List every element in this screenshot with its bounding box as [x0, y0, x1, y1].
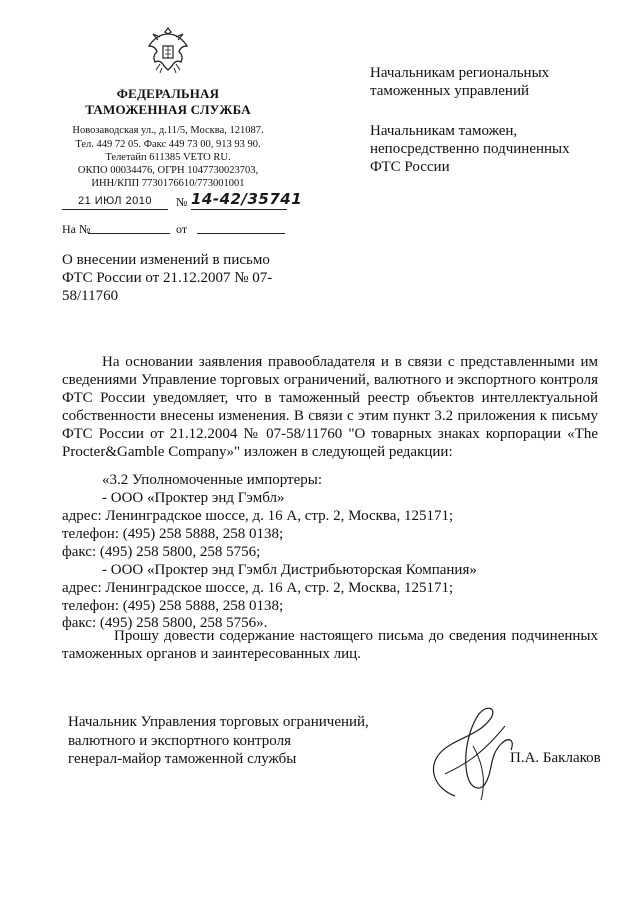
- reference-number-label: На №: [62, 222, 91, 236]
- importer-name: - ООО «Проктер энд Гэмбл Дистрибьюторская Компания»: [102, 562, 477, 578]
- coat-of-arms-emblem: [146, 24, 190, 74]
- importer-fax: факс: (495) 258 5800, 258 5756;: [62, 544, 261, 560]
- handwritten-signature: [415, 696, 525, 806]
- importer-fax: факс: (495) 258 5800, 258 5756».: [62, 615, 268, 631]
- body-intro-paragraph: На основании заявления правообладателя и в связи с представленными им сведениями Управление торговых ограничений, валютного и экспортного контроля ФТС России уведомляет, что в таможенный реестр объектов интеллектуальной собственности внесены изменения. В связи с этим пункт 3.2 приложения к письму ФТС России от 21.12.2004 № 07-58/11760 "О товарных знаках корпорации «The Procter&Gamble Company»" изложен в следующей редакции:: [62, 354, 598, 460]
- subject-line: ФТС России от 21.12.2007 № 07-: [62, 270, 273, 286]
- recipient-line: таможенных управлений: [370, 83, 530, 99]
- signer-title-line: валютного и экспортного контроля: [68, 733, 291, 749]
- subject-line: 58/11760: [62, 288, 119, 304]
- document-number: 14-42/35741: [191, 190, 303, 208]
- signer-title-line: Начальник Управления торговых ограничений,: [68, 714, 369, 730]
- importer-address: адрес: Ленинградское шоссе, д. 16 А, стр. 2, Москва, 125171;: [62, 508, 454, 524]
- recipient-line: ФТС России: [370, 159, 450, 175]
- reference-number-blank: [88, 233, 170, 234]
- importer-phone: телефон: (495) 258 5888, 258 0138;: [62, 598, 284, 614]
- recipient-regional-administrations: [370, 64, 610, 100]
- recipient-line: непосредственно подчиненных: [370, 141, 570, 157]
- signer-title-line: генерал-майор таможенной службы: [68, 751, 297, 767]
- importer-phone: телефон: (495) 258 5888, 258 0138;: [62, 526, 284, 542]
- reference-date-label: от: [176, 222, 188, 236]
- recipient-customs-heads: [370, 122, 610, 176]
- registry-codes-line: ОКПО 00034476, ОГРН 1047730023703,: [77, 165, 259, 176]
- address-line: Новозаводская ул., д.11/5, Москва, 121087.: [72, 125, 264, 136]
- teletype-line: Телетайп 611385 VETO RU.: [105, 152, 231, 163]
- importer-address: адрес: Ленинградское шоссе, д. 16 А, стр. 2, Москва, 125171;: [62, 580, 454, 596]
- importer-name: - ООО «Проктер энд Гэмбл»: [102, 490, 285, 506]
- org-name-line1: ФЕДЕРАЛЬНАЯ: [116, 86, 220, 101]
- section-title: «3.2 Уполномоченные импортеры:: [102, 472, 323, 488]
- recipient-line: Начальникам региональных: [370, 65, 550, 81]
- number-sign: №: [176, 195, 188, 209]
- signer-name: П.А. Баклаков: [510, 750, 601, 766]
- tax-id-line: ИНН/КПП 7730176610/773001001: [91, 178, 245, 189]
- recipient-line: Начальникам таможен,: [370, 123, 518, 139]
- closing-paragraph: Прошу довести содержание настоящего письма до сведения подчиненных таможенных органов и заинтересованных лиц.: [62, 628, 598, 662]
- document-date-stamp: 21 ИЮЛ 2010: [62, 195, 168, 210]
- subject-line: О внесении изменений в письмо: [62, 252, 270, 268]
- letter-subject: [62, 251, 284, 305]
- reference-date-blank: [197, 233, 285, 234]
- org-name-line2: ТАМОЖЕННАЯ СЛУЖБА: [85, 102, 251, 117]
- phone-fax-line: Тел. 449 72 05. Факс 449 73 00, 913 93 90.: [75, 139, 261, 150]
